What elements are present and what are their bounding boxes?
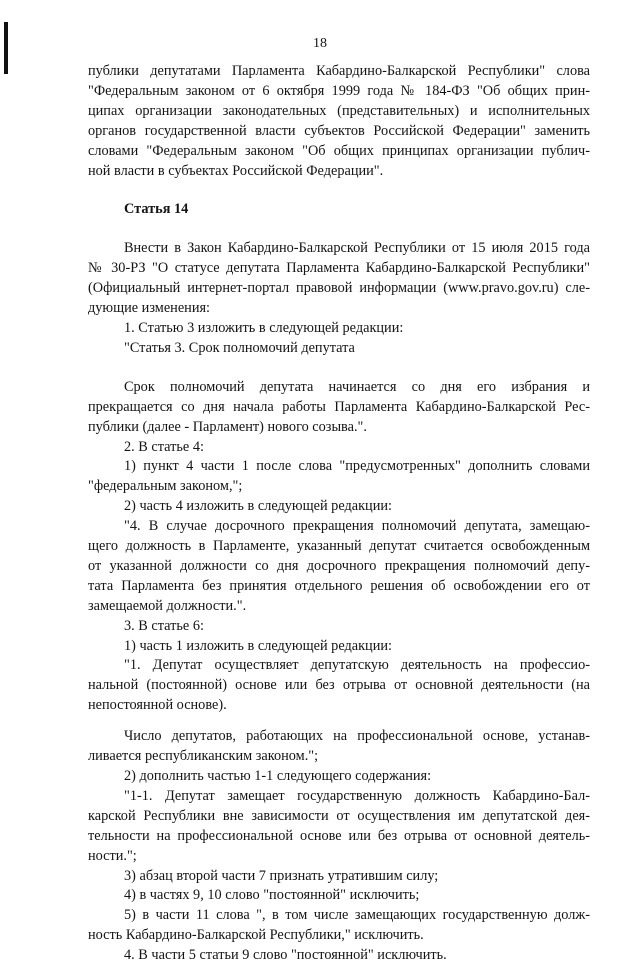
- text-line: карской Республики вне зависимости от осуществления им депутатской дея-: [88, 807, 590, 824]
- paragraph-gap: [88, 359, 590, 378]
- text-line: Срок полномочий депутата начинается со дня его избрания и: [124, 378, 590, 395]
- page-number: 18: [313, 36, 327, 51]
- text-line: № 30-РЗ "О статусе депутата Парламента Кабардино-Балкарской Республики": [88, 260, 590, 277]
- text-line: словами "Федеральным законом "Об общих принципах организации публич-: [88, 142, 590, 159]
- text-line: "Статья 3. Срок полномочий депутата: [124, 339, 355, 356]
- text-line: 4. В части 5 статьи 9 слово "постоянной" исключить.: [124, 947, 447, 964]
- text-line: публики (далее - Парламент) нового созыва.".: [88, 418, 367, 435]
- text-line: ность Кабардино-Балкарской Республики," исключить.: [88, 927, 424, 944]
- text-line: 1) пункт 4 части 1 после слова "предусмотренных" дополнить словами: [124, 458, 590, 475]
- paragraph-gap: [88, 181, 590, 200]
- text-line: тельности на профессиональной основе или без отрыва от основной деятель-: [88, 827, 590, 844]
- text-line: 1) часть 1 изложить в следующей редакции:: [124, 637, 392, 654]
- document-body: [88, 62, 590, 966]
- text-line: "1-1. Депутат замещает государственную должность Кабардино-Бал-: [124, 787, 590, 804]
- text-line: прекращается со дня начала работы Парламента Кабардино-Балкарской Рес-: [88, 398, 590, 415]
- text-line: ципах организации законодательных (представительных) и исполнительных: [88, 102, 590, 119]
- text-line: ности.";: [88, 847, 137, 864]
- text-line: 2) дополнить частью 1-1 следующего содержания:: [124, 768, 432, 784]
- text-line: замещаемой должности.".: [88, 597, 247, 614]
- text-line: 2) часть 4 изложить в следующей редакции:: [124, 498, 392, 515]
- text-line: 5) в части 11 слова ", в том числе замещающих государственную долж-: [124, 907, 590, 924]
- text-line: тата Парламента без принятия отдельного решения об освобождении его от: [88, 577, 590, 594]
- text-line: Число депутатов, работающих на профессиональной основе, устанав-: [124, 728, 590, 745]
- text-line: Внести в Закон Кабардино-Балкарской Республики от 15 июля 2015 года: [124, 240, 590, 257]
- paragraph-gap: [88, 220, 590, 239]
- text-line: дующие изменения:: [88, 300, 211, 317]
- article-heading: Статья 14: [124, 201, 189, 218]
- text-line: 1. Статью 3 изложить в следующей редакции:: [124, 319, 404, 336]
- text-line: органов государственной власти субъектов Российской Федерации" заменить: [88, 122, 590, 139]
- text-line: непостоянной основе).: [88, 697, 227, 714]
- paragraph-gap: [88, 716, 590, 727]
- text-line: публики депутатами Парламента Кабардино-Балкарской Республики" слова: [88, 63, 590, 79]
- text-line: "федеральным законом,";: [88, 478, 243, 495]
- text-line: щего должность в Парламенте, указанный депутат считается освобожденным: [88, 538, 590, 555]
- text-line: "Федеральным законом от 6 октября 1999 года № 184-ФЗ "Об общих прин-: [88, 82, 590, 99]
- text-line: ливается республиканским законом.";: [88, 748, 319, 765]
- text-line: "4. В случае досрочного прекращения полномочий депутата, замещаю-: [124, 518, 590, 535]
- text-line: 2. В статье 4:: [124, 438, 204, 455]
- text-line: ной власти в субъектах Российской Федерации".: [88, 162, 384, 179]
- text-line: (Официальный интернет-портал правовой информации (www.pravo.gov.ru) сле-: [88, 280, 590, 297]
- text-line: нальной (постоянной) основе или без отрыва от основной деятельности (на: [88, 677, 590, 694]
- text-line: от указанной должности со дня досрочного прекращения полномочий депу-: [88, 557, 590, 574]
- text-line: 3) абзац второй части 7 признать утратившим силу;: [124, 867, 439, 884]
- text-line: 4) в частях 9, 10 слово "постоянной" исключить;: [124, 887, 420, 904]
- text-line: "1. Депутат осуществляет депутатскую деятельность на профессио-: [124, 657, 590, 674]
- text-line: 3. В статье 6:: [124, 617, 204, 634]
